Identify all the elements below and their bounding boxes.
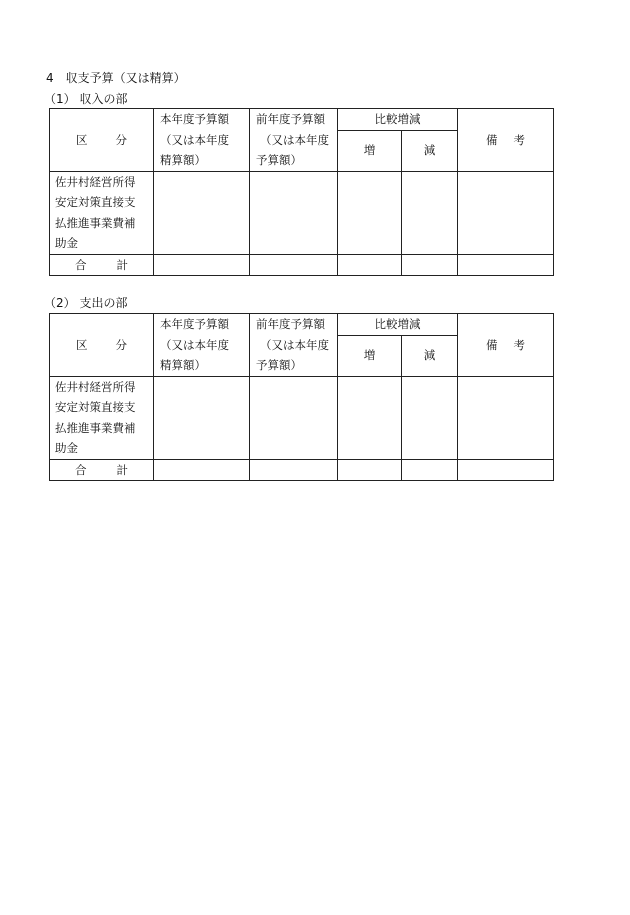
item-line-1: 佐井村経営所得: [55, 379, 136, 394]
income-total-current[interactable]: [154, 254, 250, 276]
previous-budget-header-line-1: 前年度予算額: [256, 112, 325, 126]
note-header-char-a: 備: [486, 337, 498, 352]
note-header: [458, 109, 554, 172]
increase-header: 増: [338, 335, 402, 376]
kubun-header-char-a: 区: [76, 132, 88, 147]
expense-current-amount[interactable]: [154, 376, 250, 459]
expense-total-previous[interactable]: [250, 459, 338, 481]
item-line-4: 助金: [55, 441, 78, 455]
expense-total-note[interactable]: [458, 459, 554, 481]
income-note[interactable]: [458, 171, 554, 254]
previous-budget-header: [250, 109, 338, 172]
section-title: 4 収支予算（又は精算）: [46, 71, 186, 85]
previous-budget-header-line-2: （又は本年度: [260, 132, 329, 147]
income-total-row: [50, 254, 554, 276]
expense-total-row: [50, 459, 554, 481]
income-table: [49, 108, 554, 276]
previous-budget-header-line-3: 予算額）: [256, 153, 302, 167]
expense-total-decrease[interactable]: [402, 459, 458, 481]
current-budget-header: [154, 109, 250, 172]
expense-decrease[interactable]: [402, 376, 458, 459]
income-item-cell: [50, 171, 154, 254]
total-label-char-a: 合: [75, 257, 87, 272]
decrease-header: 減: [402, 335, 458, 376]
item-line-1: 佐井村経営所得: [55, 174, 136, 189]
kubun-header: [50, 314, 154, 377]
total-label: [50, 459, 154, 481]
kubun-header-char-a: 区: [76, 337, 88, 352]
total-label: [50, 254, 154, 276]
item-line-2: 安定対策直接支: [55, 195, 136, 209]
comparison-header: 比較増減: [338, 109, 458, 131]
comparison-header: 比較増減: [338, 314, 458, 336]
previous-budget-header: [250, 314, 338, 377]
item-line-3: 払推進事業費補: [55, 420, 136, 435]
current-budget-header-line-2: （又は本年度: [160, 337, 229, 352]
income-subtitle: （1） 収入の部: [44, 92, 128, 106]
decrease-header: 減: [402, 130, 458, 171]
total-label-char-b: 計: [116, 462, 128, 477]
income-header-row: [50, 109, 554, 131]
current-budget-header-line-1: 本年度予算額: [160, 112, 229, 126]
income-total-previous[interactable]: [250, 254, 338, 276]
expense-increase[interactable]: [338, 376, 402, 459]
expense-note[interactable]: [458, 376, 554, 459]
item-line-3: 払推進事業費補: [55, 215, 136, 230]
table-row: [50, 376, 554, 459]
expense-previous-amount[interactable]: [250, 376, 338, 459]
increase-header: 増: [338, 130, 402, 171]
income-decrease[interactable]: [402, 171, 458, 254]
current-budget-header-line-3: 精算額）: [160, 153, 206, 167]
current-budget-header-line-1: 本年度予算額: [160, 317, 229, 331]
expense-total-current[interactable]: [154, 459, 250, 481]
kubun-header-char-b: 分: [115, 132, 127, 147]
total-label-char-a: 合: [75, 462, 87, 477]
kubun-header: [50, 109, 154, 172]
expense-total-increase[interactable]: [338, 459, 402, 481]
expense-header-row: [50, 314, 554, 336]
current-budget-header-line-3: 精算額）: [160, 358, 206, 372]
current-budget-header: [154, 314, 250, 377]
previous-budget-header-line-2: （又は本年度: [260, 337, 329, 352]
income-total-note[interactable]: [458, 254, 554, 276]
table-row: [50, 171, 554, 254]
note-header-char-b: 考: [513, 132, 525, 147]
previous-budget-header-line-1: 前年度予算額: [256, 317, 325, 331]
note-header-char-b: 考: [513, 337, 525, 352]
income-increase[interactable]: [338, 171, 402, 254]
note-header: [458, 314, 554, 377]
item-line-2: 安定対策直接支: [55, 400, 136, 414]
income-previous-amount[interactable]: [250, 171, 338, 254]
item-line-4: 助金: [55, 236, 78, 250]
income-total-increase[interactable]: [338, 254, 402, 276]
expense-subtitle: （2） 支出の部: [44, 296, 128, 310]
expense-item-cell: [50, 376, 154, 459]
income-total-decrease[interactable]: [402, 254, 458, 276]
previous-budget-header-line-3: 予算額）: [256, 358, 302, 372]
kubun-header-char-b: 分: [115, 337, 127, 352]
current-budget-header-line-2: （又は本年度: [160, 132, 229, 147]
total-label-char-b: 計: [116, 257, 128, 272]
note-header-char-a: 備: [486, 132, 498, 147]
income-current-amount[interactable]: [154, 171, 250, 254]
expense-table: [49, 313, 554, 481]
